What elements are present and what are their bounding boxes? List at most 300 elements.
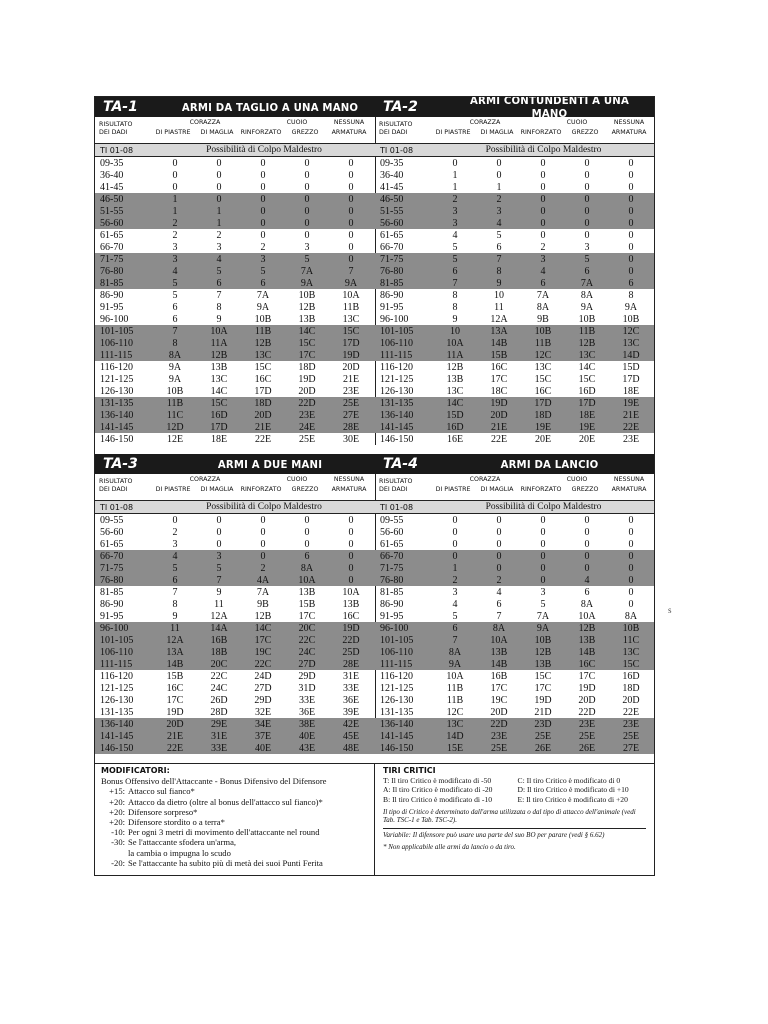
result-cell: 7 [348, 265, 354, 277]
result-cell: 17C [298, 349, 316, 361]
result-cell: 12B [254, 337, 272, 349]
result-cell: 0 [496, 562, 502, 574]
result-cell: 30E [342, 433, 360, 445]
header-di-piastre: DI PIASTRE [435, 129, 471, 136]
result-cell: 18D [622, 682, 640, 694]
table-row [375, 538, 654, 550]
result-cell: 2 [216, 229, 222, 241]
table-row [95, 157, 375, 169]
result-cell: 0 [348, 157, 354, 169]
result-cell: 16C [166, 682, 184, 694]
result-cell: 0 [348, 562, 354, 574]
result-cell: 10B [166, 385, 184, 397]
combat-tables-sheet [94, 96, 655, 876]
table-row [375, 181, 654, 193]
result-cell: 16D [622, 670, 640, 682]
result-cell: 14B [490, 658, 508, 670]
result-cell: 0 [628, 193, 634, 205]
table-row [375, 574, 654, 586]
result-cell: 5 [452, 241, 458, 253]
roll-range: 66-70 [100, 241, 124, 253]
result-cell: 14C [578, 361, 596, 373]
modifier-value: -30: [111, 837, 125, 848]
fumble-row [375, 501, 654, 514]
result-cell: 13C [446, 385, 464, 397]
table-row [95, 574, 375, 586]
result-cell: 22C [254, 658, 272, 670]
result-cell: 0 [584, 169, 590, 181]
result-cell: 15C [298, 337, 316, 349]
table-row [375, 229, 654, 241]
result-cell: 13B [534, 658, 552, 670]
result-cell: 14C [446, 397, 464, 409]
result-cell: 14C [210, 385, 228, 397]
roll-range: 36-40 [100, 169, 124, 181]
table-row [375, 526, 654, 538]
result-cell: 0 [584, 514, 590, 526]
roll-range: 111-115 [100, 349, 133, 361]
result-cell: 17C [578, 670, 596, 682]
table-row [375, 562, 654, 574]
modifier-line [101, 848, 368, 858]
result-cell: 14B [578, 646, 596, 658]
table-row [95, 301, 375, 313]
result-cell: 11B [342, 301, 360, 313]
result-cell: 20D [490, 409, 508, 421]
modifier-line [101, 837, 368, 847]
result-cell: 12B [578, 622, 596, 634]
result-cell: 0 [348, 241, 354, 253]
roll-range: 106-110 [100, 337, 133, 349]
result-cell: 25E [578, 730, 596, 742]
result-cell: 13C [578, 349, 596, 361]
result-cell: 29E [210, 718, 228, 730]
result-cell: 22C [210, 670, 228, 682]
roll-range: 116-120 [380, 361, 413, 373]
fumble-range: TI 01-08 [100, 502, 134, 512]
result-cell: 29D [298, 670, 316, 682]
result-cell: 2 [172, 217, 178, 229]
table-row [95, 658, 375, 670]
result-cell: 8 [452, 289, 458, 301]
result-cell: 16D [578, 385, 596, 397]
variable-note: Variabile: Il difensore può usare una parte del suo BO per parare (vedi § 6.62) [383, 828, 646, 839]
result-cell: 20D [298, 385, 316, 397]
result-cell: 19D [298, 373, 316, 385]
roll-range: 36-40 [380, 169, 404, 181]
result-cell: 11 [170, 622, 180, 634]
result-cell: 6 [540, 277, 546, 289]
roll-range: 111-115 [380, 349, 413, 361]
header-armatura: ARMATURA [611, 129, 647, 136]
result-cell: 0 [260, 229, 266, 241]
table-row [375, 361, 654, 373]
result-cell: 12C [446, 706, 464, 718]
modifier-line [101, 786, 368, 796]
result-cell: 0 [584, 562, 590, 574]
roll-range: 76-80 [380, 265, 404, 277]
roll-range: 146-150 [380, 433, 414, 445]
result-cell: 23E [490, 730, 508, 742]
result-cell: 4 [452, 229, 458, 241]
header-risultato: RISULTATO [99, 121, 133, 128]
result-cell: 25E [342, 397, 360, 409]
result-cell: 31D [298, 682, 316, 694]
critical-title: TIRI CRITICI [383, 766, 436, 775]
result-cell: 10B [298, 289, 316, 301]
result-cell: 0 [628, 586, 634, 598]
result-cell: 13A [166, 646, 184, 658]
result-cell: 36E [298, 706, 316, 718]
result-cell: 21E [254, 421, 272, 433]
header-cuoio: CUOIO [566, 119, 588, 126]
table-row [375, 610, 654, 622]
result-cell: 10A [446, 670, 464, 682]
result-cell: 10A [490, 634, 508, 646]
result-cell: 12C [534, 349, 552, 361]
result-cell: 0 [496, 550, 502, 562]
result-cell: 28E [342, 658, 360, 670]
result-cell: 3 [540, 253, 546, 265]
roll-range: 96-100 [100, 622, 129, 634]
critical-modifier: B: Il tiro Critico è modificato di -10 [383, 794, 493, 804]
fumble-label: Possibilità di Colpo Maldestro [206, 145, 322, 155]
result-cell: 8 [216, 301, 222, 313]
roll-range: 96-100 [380, 622, 409, 634]
result-cell: 27E [622, 742, 640, 754]
result-cell: 7A [300, 265, 314, 277]
result-cell: 8A [536, 301, 550, 313]
result-cell: 0 [260, 526, 266, 538]
result-cell: 12B [254, 610, 272, 622]
critical-grid [383, 776, 646, 805]
table-row [95, 526, 375, 538]
roll-range: 61-65 [380, 538, 404, 550]
fumble-range: TI 01-08 [380, 145, 414, 155]
critical-modifier: A: Il tiro Critico è modificato di -20 [383, 785, 493, 795]
result-cell: 7A [256, 289, 270, 301]
result-cell: 0 [260, 193, 266, 205]
roll-range: 141-145 [380, 421, 414, 433]
result-cell: 10A [446, 337, 464, 349]
result-cell: 0 [628, 253, 634, 265]
table-row [375, 409, 654, 421]
result-cell: 25E [298, 433, 316, 445]
table-row [95, 550, 375, 562]
result-cell: 0 [628, 241, 634, 253]
table-row [375, 169, 654, 181]
result-cell: 3 [216, 241, 222, 253]
result-cell: 4 [172, 265, 178, 277]
result-cell: 9 [452, 313, 458, 325]
result-cell: 6 [496, 598, 502, 610]
result-cell: 3 [172, 253, 178, 265]
modifier-value: +15: [109, 786, 125, 797]
result-cell: 20D [490, 706, 508, 718]
table-row [95, 562, 375, 574]
modifier-text: Per ogni 3 metri di movimento dell'attaccante nel round [128, 827, 320, 838]
roll-range: 66-70 [100, 550, 124, 562]
roll-range: 81-85 [100, 277, 124, 289]
result-cell: 21E [490, 421, 508, 433]
result-cell: 15C [534, 670, 552, 682]
result-cell: 5 [540, 598, 546, 610]
table-row [375, 550, 654, 562]
result-cell: 0 [540, 181, 546, 193]
table-row [375, 658, 654, 670]
roll-range: 81-85 [380, 586, 404, 598]
result-cell: 3 [216, 550, 222, 562]
result-cell: 25E [490, 742, 508, 754]
result-cell: 7A [536, 289, 550, 301]
result-cell: 25E [534, 730, 552, 742]
result-cell: 0 [496, 169, 502, 181]
result-cell: 12D [166, 421, 184, 433]
roll-range: 51-55 [380, 205, 404, 217]
result-cell: 13B [298, 313, 316, 325]
result-cell: 17D [578, 397, 596, 409]
result-cell: 0 [304, 193, 310, 205]
result-cell: 12E [166, 433, 184, 445]
result-cell: 17D [342, 337, 360, 349]
result-cell: 13C [534, 361, 552, 373]
result-cell: 0 [304, 526, 310, 538]
header-cuoio: CUOIO [286, 119, 308, 126]
header-di-maglia: DI MAGLIA [480, 486, 514, 493]
result-cell: 0 [348, 169, 354, 181]
roll-range: 131-135 [100, 706, 134, 718]
modifier-text: Se l'attaccante ha subito più di metà dei suoi Punti Ferita [128, 857, 323, 868]
result-cell: 20D [622, 694, 640, 706]
result-cell: 18E [210, 433, 228, 445]
table-row [95, 241, 375, 253]
result-cell: 0 [348, 205, 354, 217]
result-cell: 0 [584, 217, 590, 229]
result-cell: 7 [216, 289, 222, 301]
roll-range: 121-125 [100, 682, 134, 694]
table-row [95, 694, 375, 706]
result-cell: 0 [496, 538, 502, 550]
table-row [375, 598, 654, 610]
roll-range: 141-145 [100, 730, 134, 742]
result-cell: 26E [578, 742, 596, 754]
header-corazza: CORAZZA [469, 119, 501, 126]
critical-modifier: C: Il tiro Critico è modificato di 0 [517, 775, 621, 785]
table-title-bar [375, 97, 654, 120]
roll-range: 09-55 [380, 514, 404, 526]
result-cell: 32E [254, 706, 272, 718]
result-cell: 22D [342, 634, 360, 646]
result-cell: 5 [304, 253, 310, 265]
roll-range: 126-130 [380, 694, 414, 706]
result-cell: 22D [298, 397, 316, 409]
result-cell: 10 [450, 325, 460, 337]
table-title-bar [95, 454, 375, 474]
critical-modifier: D: Il tiro Critico è modificato di +10 [517, 785, 629, 795]
critical-modifier: T: Il tiro Critico è modificato di -50 [383, 775, 492, 785]
roll-range: 101-105 [100, 325, 134, 337]
result-cell: 10A [342, 586, 360, 598]
roll-range: 136-140 [380, 409, 414, 421]
result-cell: 11A [210, 337, 228, 349]
roll-range: 111-115 [380, 658, 413, 670]
result-cell: 11B [166, 397, 184, 409]
result-cell: 0 [540, 562, 546, 574]
table-row [375, 622, 654, 634]
header-dei-dadi: DEI DADI [99, 129, 128, 136]
result-cell: 3 [260, 253, 266, 265]
result-cell: 40E [254, 742, 272, 754]
result-cell: 14B [166, 658, 184, 670]
result-cell: 17D [622, 373, 640, 385]
result-cell: 17C [490, 682, 508, 694]
table-row [375, 337, 654, 349]
result-cell: 0 [260, 217, 266, 229]
fumble-range: TI 01-08 [100, 145, 134, 155]
result-cell: 0 [540, 229, 546, 241]
table-row [95, 349, 375, 361]
roll-range: 116-120 [100, 361, 133, 373]
result-cell: 9A [624, 301, 638, 313]
result-cell: 6 [584, 265, 590, 277]
result-cell: 9 [496, 277, 502, 289]
result-cell: 3 [172, 241, 178, 253]
table-row [95, 586, 375, 598]
header-risultato: RISULTATO [379, 121, 413, 128]
result-cell: 0 [216, 526, 222, 538]
result-cell: 3 [304, 241, 310, 253]
result-cell: 13B [446, 373, 464, 385]
result-cell: 20C [210, 658, 228, 670]
result-cell: 1 [452, 181, 458, 193]
result-cell: 0 [216, 157, 222, 169]
result-cell: 34E [254, 718, 272, 730]
result-cell: 12B [446, 361, 464, 373]
result-cell: 5 [452, 253, 458, 265]
result-cell: 19D [342, 622, 360, 634]
modifier-line [101, 817, 368, 827]
result-cell: 0 [628, 265, 634, 277]
result-cell: 2 [452, 193, 458, 205]
roll-range: 71-75 [100, 562, 124, 574]
result-cell: 22E [166, 742, 184, 754]
result-cell: 0 [452, 550, 458, 562]
result-cell: 14D [446, 730, 464, 742]
table-row [375, 157, 654, 169]
result-cell: 1 [172, 205, 178, 217]
header-di-piastre: DI PIASTRE [155, 486, 191, 493]
critical-modifier: E: Il tiro Critico è modificato di +20 [517, 794, 628, 804]
result-cell: 0 [348, 538, 354, 550]
result-cell: 11B [534, 337, 552, 349]
result-cell: 15C [342, 325, 360, 337]
table-row [375, 514, 654, 526]
modifier-line [101, 827, 368, 837]
header-dei-dadi: DEI DADI [379, 129, 408, 136]
table-row [95, 277, 375, 289]
table-title: ARMI CONTUNDENTI A UNA MANO [470, 97, 629, 120]
roll-range: 146-150 [100, 433, 134, 445]
roll-range: 56-60 [380, 217, 404, 229]
result-cell: 8A [624, 610, 638, 622]
result-cell: 6 [452, 265, 458, 277]
result-cell: 3 [452, 586, 458, 598]
result-cell: 17C [298, 610, 316, 622]
table-row [375, 397, 654, 409]
result-cell: 24E [298, 421, 316, 433]
result-cell: 0 [540, 169, 546, 181]
roll-range: 56-60 [100, 217, 124, 229]
result-cell: 12A [166, 634, 184, 646]
result-cell: 16C [534, 385, 552, 397]
result-cell: 19E [622, 397, 640, 409]
result-cell: 9B [537, 313, 549, 325]
result-cell: 0 [260, 514, 266, 526]
result-cell: 21E [622, 409, 640, 421]
result-cell: 40E [298, 730, 316, 742]
header-rinforzato: RINFORZATO [520, 129, 562, 136]
result-cell: 8A [580, 289, 594, 301]
result-cell: 0 [584, 526, 590, 538]
result-cell: 18D [534, 409, 552, 421]
table-row [375, 742, 654, 754]
result-cell: 20C [298, 622, 316, 634]
result-cell: 11C [622, 634, 640, 646]
result-cell: 19D [342, 349, 360, 361]
result-cell: 8 [172, 598, 178, 610]
header-grezzo: GREZZO [571, 486, 599, 493]
header-grezzo: GREZZO [291, 486, 319, 493]
result-cell: 8A [448, 646, 462, 658]
result-cell: 16B [490, 670, 508, 682]
result-cell: 5 [496, 229, 502, 241]
roll-range: 121-125 [380, 682, 414, 694]
result-cell: 0 [172, 514, 178, 526]
result-cell: 0 [584, 229, 590, 241]
result-cell: 8A [580, 598, 594, 610]
header-nessuna: NESSUNA [333, 476, 365, 483]
result-cell: 9A [168, 373, 182, 385]
result-cell: 0 [452, 157, 458, 169]
result-cell: 0 [628, 181, 634, 193]
result-cell: 0 [304, 538, 310, 550]
result-cell: 11B [446, 694, 464, 706]
roll-range: 96-100 [100, 313, 129, 325]
result-cell: 2 [260, 241, 266, 253]
roll-range: 81-85 [100, 586, 124, 598]
column-headers [375, 117, 654, 144]
result-cell: 19D [534, 694, 552, 706]
result-cell: 7 [496, 610, 502, 622]
result-cell: 0 [452, 538, 458, 550]
roll-range: 81-85 [380, 277, 404, 289]
result-cell: 4 [172, 550, 178, 562]
result-cell: 19E [578, 421, 596, 433]
result-cell: 9 [216, 313, 222, 325]
roll-range: 96-100 [380, 313, 409, 325]
result-cell: 48E [342, 742, 360, 754]
table-row [95, 718, 375, 730]
critical-rolls-box [375, 763, 654, 875]
table-row [95, 682, 375, 694]
result-cell: 16D [446, 421, 464, 433]
roll-range: 136-140 [100, 409, 134, 421]
roll-range: 146-150 [380, 742, 414, 754]
result-cell: 0 [628, 562, 634, 574]
table-row [95, 217, 375, 229]
result-cell: 0 [348, 550, 354, 562]
result-cell: 13A [490, 325, 508, 337]
